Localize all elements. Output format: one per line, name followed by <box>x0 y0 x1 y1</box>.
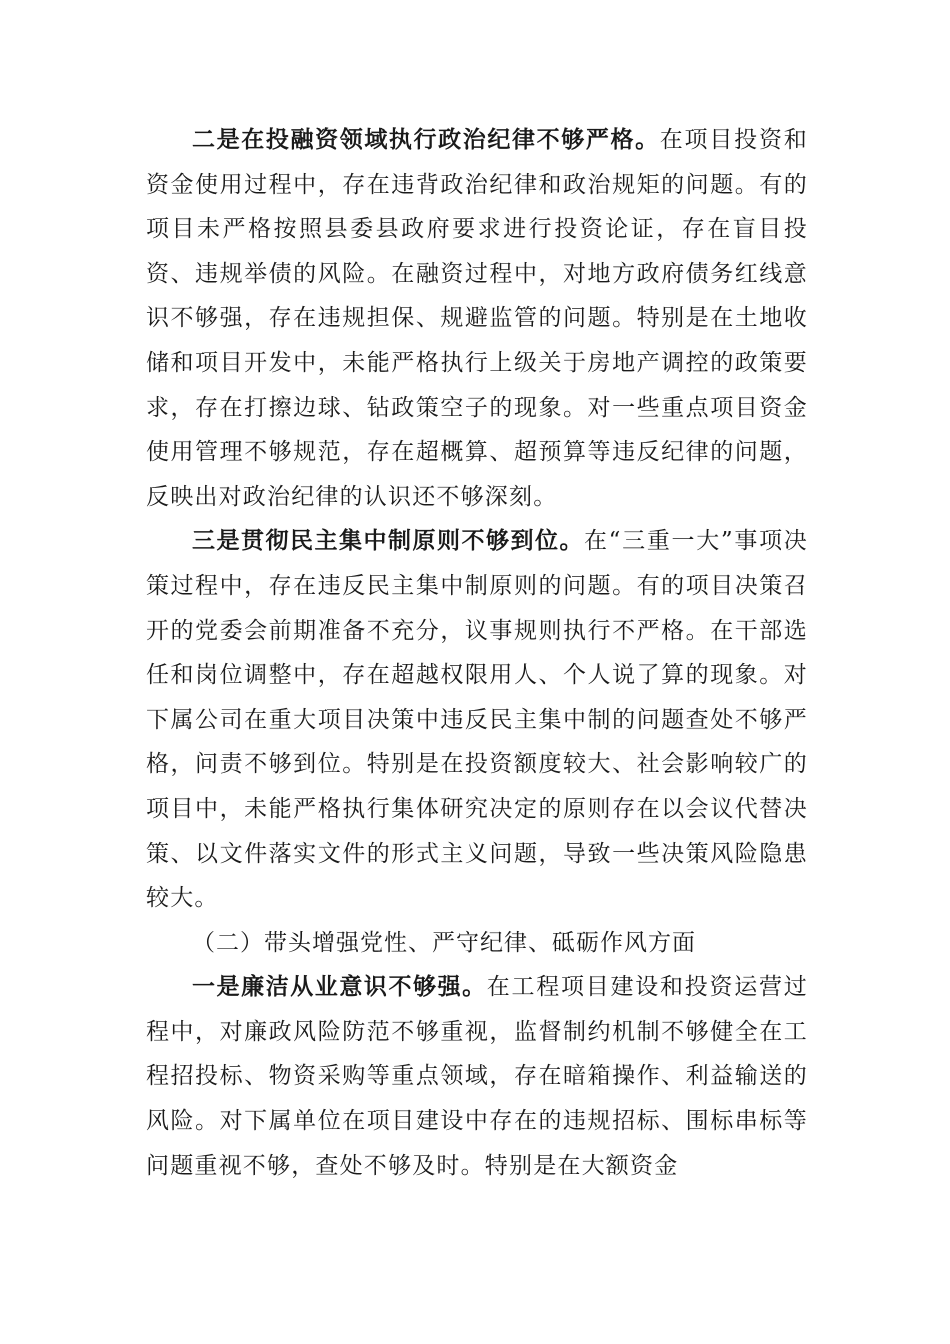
section-heading: （二）带头增强党性、严守纪律、砥砺作风方面 <box>192 929 696 956</box>
paragraph-political-discipline <box>146 118 808 519</box>
paragraph-text: 在项目投资和资金使用过程中，存在违背政治纪律和政治规矩的问题。有的项目未严格按照县委县政府要求进行投资论证，存在盲目投资、违规举债的风险。在融资过程中，对地方政府债务红线意识不够强，存在违规担保、规避监管的问题。特别是在土地收储和项目开发中，未能严格执行上级关于房地产调控的政策要求，存在打擦边球、钻政策空子的现象。对一些重点项目资金使用管理不够规范，存在超概算、超预算等违反纪律的问题，反映出对政治纪律的认识还不够深刻。 <box>146 127 809 510</box>
paragraph-democratic-centralism <box>146 519 808 920</box>
paragraph-lead: 二是在投融资领域执行政治纪律不够严格。 <box>192 127 660 153</box>
document-body <box>146 118 808 1188</box>
paragraph-integrity <box>146 965 808 1188</box>
paragraph-lead: 三是贯彻民主集中制原则不够到位。 <box>192 528 584 555</box>
paragraph-text: 在工程项目建设和投资运营过程中，对廉政风险防范不够重视，监督制约机制不够健全在工程招投标、物资采购等重点领域，存在暗箱操作、利益输送的风险。对下属单位在项目建设中存在的违规招标、围标串标等问题重视不够，查处不够及时。特别是在大额资金 <box>146 974 808 1179</box>
paragraph-text: 在“三重一大”事项决策过程中，存在违反民主集中制原则的问题。有的项目决策召开的党委会前期准备不充分，议事规则执行不严格。在干部选任和岗位调整中，存在超越权限用人、个人说了算的现象。对下属公司在重大项目决策中违反民主集中制的问题查处不够严格，问责不够到位。特别是在投资额度较大、社会影响较广的项目中，未能严格执行集体研究决定的原则存在以会议代替决策、以文件落实文件的形式主义问题，导致一些决策风险隐患较大。 <box>146 528 808 912</box>
paragraph-lead: 一是廉洁从业意识不够强。 <box>192 974 487 1001</box>
